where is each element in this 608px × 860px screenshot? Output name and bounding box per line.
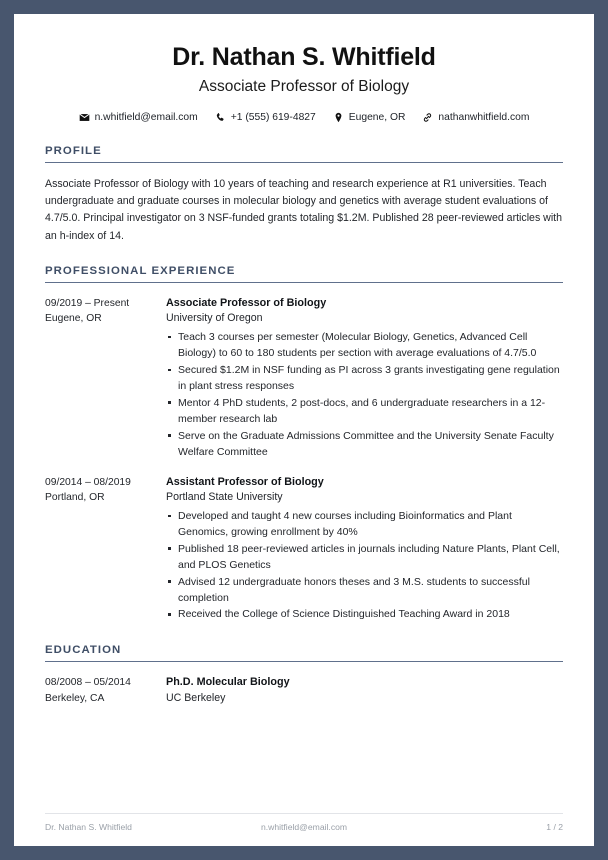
link-icon xyxy=(422,112,433,123)
entry-title: Ph.D. Molecular Biology xyxy=(166,676,290,689)
phone-icon xyxy=(215,112,226,123)
contact-location-label: Eugene, OR xyxy=(348,112,406,124)
resume-header xyxy=(45,44,563,123)
contact-phone[interactable] xyxy=(215,112,316,123)
entry-meta xyxy=(45,675,166,706)
section-rule xyxy=(45,162,563,163)
bullet-item: Mentor 4 PhD students, 2 post-docs, and 6 undergraduate researchers in a 12-member research lab xyxy=(166,395,563,427)
experience-entry xyxy=(45,296,563,461)
section-profile xyxy=(45,145,563,245)
entry-bullets xyxy=(166,329,563,460)
contact-website-label: nathanwhitfield.com xyxy=(438,112,530,124)
section-rule xyxy=(45,661,563,662)
contact-email-label: n.whitfield@email.com xyxy=(94,112,198,124)
contact-email[interactable] xyxy=(79,112,198,123)
entry-body xyxy=(166,296,563,461)
section-heading-experience: PROFESSIONAL EXPERIENCE xyxy=(45,264,236,277)
entry-location: Eugene, OR xyxy=(45,313,102,325)
entry-title: Associate Professor of Biology xyxy=(166,296,327,309)
entry-organization: Portland State University xyxy=(166,491,283,504)
section-heading-profile: PROFILE xyxy=(45,145,102,158)
entry-organization: UC Berkeley xyxy=(166,691,226,704)
entry-dates: 09/2019 – Present xyxy=(45,297,130,309)
education-entry xyxy=(45,675,563,709)
envelope-icon xyxy=(79,112,90,123)
entry-organization: University of Oregon xyxy=(166,312,263,325)
contact-location[interactable] xyxy=(333,112,406,123)
bullet-item: Teach 3 courses per semester (Molecular Biology, Genetics, Advanced Cell Biology) to 60 to 180 students per section with average evaluations of 4.7/5.0 xyxy=(166,329,563,361)
contact-phone-label: +1 (555) 619-4827 xyxy=(230,112,316,124)
section-rule xyxy=(45,282,563,283)
bullet-item: Published 18 peer-reviewed articles in journals including Nature Plants, Plant Cell, and PLOS Genetics xyxy=(166,541,563,573)
section-education xyxy=(45,644,563,709)
entry-body xyxy=(166,675,563,709)
footer-page-number: 1 / 2 xyxy=(546,822,564,832)
bullet-item: Received the College of Science Distinguished Teaching Award in 2018 xyxy=(166,606,563,622)
map-pin-icon xyxy=(333,112,344,123)
section-experience xyxy=(45,265,563,623)
bullet-item: Developed and taught 4 new courses including Bioinformatics and Plant Genomics, growing enrollment by 40% xyxy=(166,508,563,540)
page-title: Dr. Nathan S. Whitfield xyxy=(172,43,436,71)
experience-entry xyxy=(45,475,563,624)
entry-title: Assistant Professor of Biology xyxy=(166,475,324,488)
footer-name: Dr. Nathan S. Whitfield xyxy=(45,822,132,832)
contact-website[interactable] xyxy=(422,112,529,123)
entry-location: Berkeley, CA xyxy=(45,692,105,704)
entry-dates: 09/2014 – 08/2019 xyxy=(45,476,131,488)
entry-body xyxy=(166,475,563,624)
entry-location: Portland, OR xyxy=(45,492,105,504)
bullet-item: Advised 12 undergraduate honors theses and 3 M.S. students to successful completion xyxy=(166,574,563,606)
profile-summary-text: Associate Professor of Biology with 10 years of teaching and research experience at R1 universities. Teach undergraduate and graduate courses in molecular biology and genetics with average student evaluations of 4.7/5.0. Principal investigator on 3 NSF-funded grants totaling $1.2M. Published 28 peer-reviewed articles with an h-index of 14. xyxy=(45,178,563,242)
header-subtitle: Associate Professor of Biology xyxy=(198,77,410,95)
entry-meta xyxy=(45,296,166,327)
entry-dates: 08/2008 – 05/2014 xyxy=(45,677,131,689)
entry-bullets xyxy=(166,508,563,623)
bullet-item: Secured $1.2M in NSF funding as PI across 3 grants investigating gene regulation in plant stress responses xyxy=(166,362,563,394)
page-footer xyxy=(45,813,563,832)
footer-email: n.whitfield@email.com xyxy=(260,822,348,832)
resume-page xyxy=(14,14,594,846)
entry-meta xyxy=(45,475,166,506)
contact-row xyxy=(45,112,563,123)
section-heading-education: EDUCATION xyxy=(45,644,122,657)
bullet-item: Serve on the Graduate Admissions Committee and the University Senate Faculty Welfare Committee xyxy=(166,428,563,460)
